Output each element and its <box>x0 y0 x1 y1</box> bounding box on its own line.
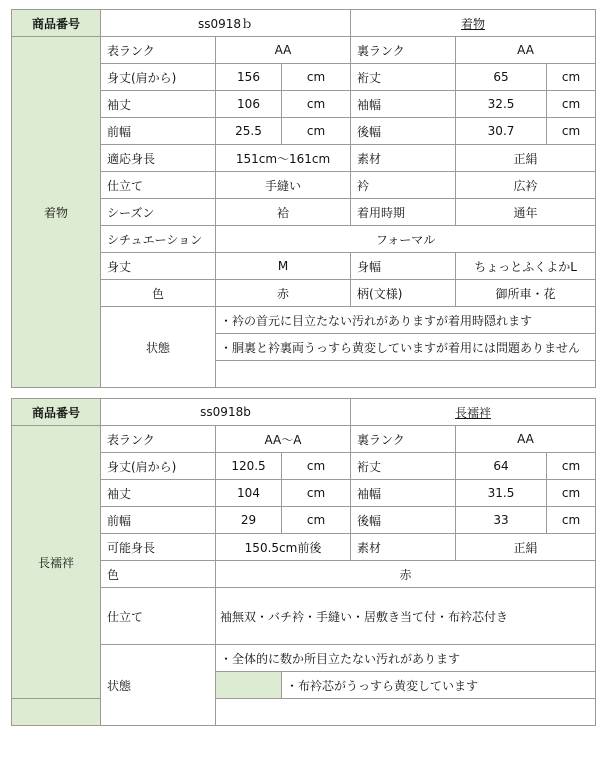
situation-value: フォーマル <box>216 226 596 253</box>
mitake2-label: 身丈 <box>101 253 216 280</box>
ushirohaba-unit: cm <box>547 118 596 145</box>
kanou-value: 150.5cm前後 <box>216 534 351 561</box>
condition-note-empty <box>216 361 596 388</box>
mitake-label: 身丈(肩から) <box>101 64 216 91</box>
yukitake-unit: cm <box>547 64 596 91</box>
kanou-label: 可能身長 <box>101 534 216 561</box>
sodehaba-value: 32.5 <box>456 91 547 118</box>
condition-note: ・全体的に数か所目立たない汚れがあります <box>216 645 596 672</box>
sodetake-label: 袖丈 <box>101 480 216 507</box>
ura-rank-value: AA <box>456 37 596 64</box>
condition-note: ・衿の首元に目立たない汚れがありますが着用時隠れます <box>216 307 596 334</box>
sodetake-value: 106 <box>216 91 282 118</box>
sodetake-unit: cm <box>282 480 351 507</box>
ura-rank-value: AA <box>456 426 596 453</box>
sodehaba-unit: cm <box>547 91 596 118</box>
omote-rank-value: AA～A <box>216 426 351 453</box>
omote-rank-value: AA <box>216 37 351 64</box>
jiki-label: 着用時期 <box>351 199 456 226</box>
sozai-value: 正絹 <box>456 534 596 561</box>
yukitake-value: 64 <box>456 453 547 480</box>
maehaba-label: 前幅 <box>101 507 216 534</box>
yukitake-value: 65 <box>456 64 547 91</box>
season-label: シーズン <box>101 199 216 226</box>
joutai-label: 状態 <box>101 645 216 726</box>
ushirohaba-unit: cm <box>547 507 596 534</box>
sodetake-label: 袖丈 <box>101 91 216 118</box>
maehaba-label: 前幅 <box>101 118 216 145</box>
joutai-label: 状態 <box>101 307 216 388</box>
mitake2-value: M <box>216 253 351 280</box>
gara-value: 御所車・花 <box>456 280 596 307</box>
sodehaba-value: 31.5 <box>456 480 547 507</box>
sodehaba-label: 袖幅 <box>351 480 456 507</box>
sodehaba-label: 袖幅 <box>351 91 456 118</box>
mitake-unit: cm <box>282 453 351 480</box>
section-label-kimono: 着物 <box>12 37 101 388</box>
juban-spec-table <box>11 398 596 726</box>
shitate-label: 仕立て <box>101 588 216 645</box>
shitate-label: 仕立て <box>101 172 216 199</box>
ura-rank-label: 裏ランク <box>351 426 456 453</box>
kimono-spec-table <box>11 9 596 388</box>
condition-note: ・布衿芯がうっすら黄変しています <box>282 672 596 699</box>
product-number: ss0918b <box>101 399 351 426</box>
ura-rank-label: 裏ランク <box>351 37 456 64</box>
season-value: 袷 <box>216 199 351 226</box>
ushirohaba-label: 後幅 <box>351 118 456 145</box>
spec-sheet <box>11 9 595 726</box>
iro-value: 赤 <box>216 561 596 588</box>
mihaba-label: 身幅 <box>351 253 456 280</box>
mihaba-value: ちょっとふくよかL <box>456 253 596 280</box>
section-label-juban: 長襦袢 <box>12 426 101 699</box>
yukitake-label: 裄丈 <box>351 453 456 480</box>
maehaba-unit: cm <box>282 507 351 534</box>
maehaba-value: 25.5 <box>216 118 282 145</box>
omote-rank-label: 表ランク <box>101 426 216 453</box>
mitake-value: 156 <box>216 64 282 91</box>
maehaba-value: 29 <box>216 507 282 534</box>
ushirohaba-value: 30.7 <box>456 118 547 145</box>
tekiou-label: 適応身長 <box>101 145 216 172</box>
category-title: 着物 <box>351 10 596 37</box>
iro-label: 色 <box>101 561 216 588</box>
product-number-label: 商品番号 <box>12 10 101 37</box>
mitake-unit: cm <box>282 64 351 91</box>
sodehaba-unit: cm <box>547 480 596 507</box>
iro-value: 赤 <box>216 280 351 307</box>
ushirohaba-label: 後幅 <box>351 507 456 534</box>
omote-rank-label: 表ランク <box>101 37 216 64</box>
shitate-value: 手縫い <box>216 172 351 199</box>
sodetake-value: 104 <box>216 480 282 507</box>
condition-note: ・胴裏と衿裏両うっすら黄変していますが着用には問題ありません <box>216 334 596 361</box>
sodetake-unit: cm <box>282 91 351 118</box>
yukitake-label: 裄丈 <box>351 64 456 91</box>
yukitake-unit: cm <box>547 453 596 480</box>
shitate-value: 袖無双・バチ衿・手縫い・居敷き当て付・布衿芯付き <box>216 588 596 645</box>
situation-label: シチュエーション <box>101 226 216 253</box>
mitake-value: 120.5 <box>216 453 282 480</box>
mitake-label: 身丈(肩から) <box>101 453 216 480</box>
section-spacer <box>11 388 595 398</box>
eri-value: 広衿 <box>456 172 596 199</box>
gara-label: 柄(文様) <box>351 280 456 307</box>
product-number: ss0918ｂ <box>101 10 351 37</box>
iro-label: 色 <box>101 280 216 307</box>
sozai-value: 正絹 <box>456 145 596 172</box>
product-number-label: 商品番号 <box>12 399 101 426</box>
tekiou-value: 151cm～161cm <box>216 145 351 172</box>
eri-label: 衿 <box>351 172 456 199</box>
sozai-label: 素材 <box>351 145 456 172</box>
condition-note-empty <box>216 699 596 726</box>
maehaba-unit: cm <box>282 118 351 145</box>
ushirohaba-value: 33 <box>456 507 547 534</box>
sozai-label: 素材 <box>351 534 456 561</box>
category-title: 長襦袢 <box>351 399 596 426</box>
jiki-value: 通年 <box>456 199 596 226</box>
